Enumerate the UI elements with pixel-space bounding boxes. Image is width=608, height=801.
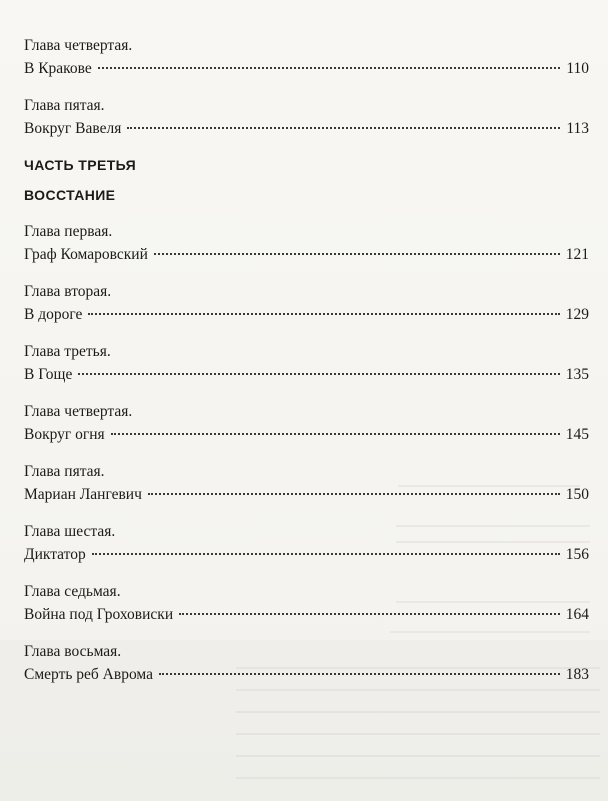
- chapter-number: Глава восьмая.: [24, 643, 122, 660]
- page-number: 135: [565, 366, 589, 383]
- part-title-heading: ВОССТАНИЕ: [24, 187, 116, 203]
- toc-entry: [24, 400, 589, 446]
- toc-entry: [24, 340, 589, 386]
- dot-leader: [111, 433, 560, 435]
- dot-leader: [154, 253, 560, 255]
- chapter-title: Граф Комаровский: [24, 246, 148, 263]
- chapter-number: Глава пятая.: [24, 463, 105, 480]
- dot-leader: [98, 67, 561, 69]
- chapter-title: Смерть реб Аврома: [24, 666, 153, 683]
- chapter-number: Глава шестая.: [24, 523, 116, 540]
- chapter-title: Война под Гроховиски: [24, 606, 174, 623]
- chapter-title: Вокруг огня: [24, 426, 105, 443]
- chapter-number: Глава вторая.: [24, 283, 112, 300]
- chapter-title: Вокруг Вавеля: [24, 120, 122, 137]
- page-number: 121: [565, 246, 589, 263]
- chapter-title: Диктатор: [24, 546, 86, 563]
- chapter-title: В Кракове: [24, 60, 92, 77]
- chapter-number: Глава пятая.: [24, 97, 105, 114]
- chapter-title: Мариан Лангевич: [24, 486, 142, 503]
- toc-section-part-three: [24, 220, 589, 686]
- toc-entry: [24, 460, 589, 506]
- toc-line[interactable]: [24, 603, 589, 626]
- toc-line[interactable]: [24, 303, 589, 326]
- page-number: 164: [565, 606, 589, 623]
- toc-entry: [24, 220, 589, 266]
- page-number: 156: [565, 546, 589, 563]
- dot-leader: [127, 127, 560, 129]
- toc-line[interactable]: [24, 423, 589, 446]
- dot-leader: [92, 553, 560, 555]
- toc-entry: [24, 34, 589, 80]
- part-heading-block: [24, 154, 589, 206]
- toc-line[interactable]: [24, 57, 589, 80]
- dot-leader: [159, 673, 560, 675]
- chapter-number: Глава третья.: [24, 343, 111, 360]
- part-number-heading: ЧАСТЬ ТРЕТЬЯ: [24, 157, 137, 173]
- dot-leader: [78, 373, 559, 375]
- page-number: 145: [565, 426, 589, 443]
- toc-line[interactable]: [24, 243, 589, 266]
- dot-leader: [148, 493, 560, 495]
- chapter-title: В Гоще: [24, 366, 73, 383]
- toc-entry: [24, 640, 589, 686]
- page-number: 129: [565, 306, 589, 323]
- chapter-title: В дороге: [24, 306, 83, 323]
- page-number: 183: [565, 666, 589, 683]
- toc-line[interactable]: [24, 543, 589, 566]
- toc-line[interactable]: [24, 117, 589, 140]
- toc-entry: [24, 280, 589, 326]
- toc-line[interactable]: [24, 483, 589, 506]
- page-number: 110: [566, 60, 589, 77]
- chapter-number: Глава четвертая.: [24, 403, 133, 420]
- toc-line[interactable]: [24, 663, 589, 686]
- toc-entry: [24, 580, 589, 626]
- page-number: 150: [565, 486, 589, 503]
- page-number: 113: [566, 120, 589, 137]
- table-of-contents: [24, 34, 589, 700]
- toc-entry: [24, 520, 589, 566]
- dot-leader: [88, 313, 559, 315]
- chapter-number: Глава седьмая.: [24, 583, 121, 600]
- dot-leader: [179, 613, 560, 615]
- toc-section-part-two-end: [24, 34, 589, 140]
- toc-entry: [24, 94, 589, 140]
- toc-line[interactable]: [24, 363, 589, 386]
- chapter-number: Глава четвертая.: [24, 37, 133, 54]
- chapter-number: Глава первая.: [24, 223, 113, 240]
